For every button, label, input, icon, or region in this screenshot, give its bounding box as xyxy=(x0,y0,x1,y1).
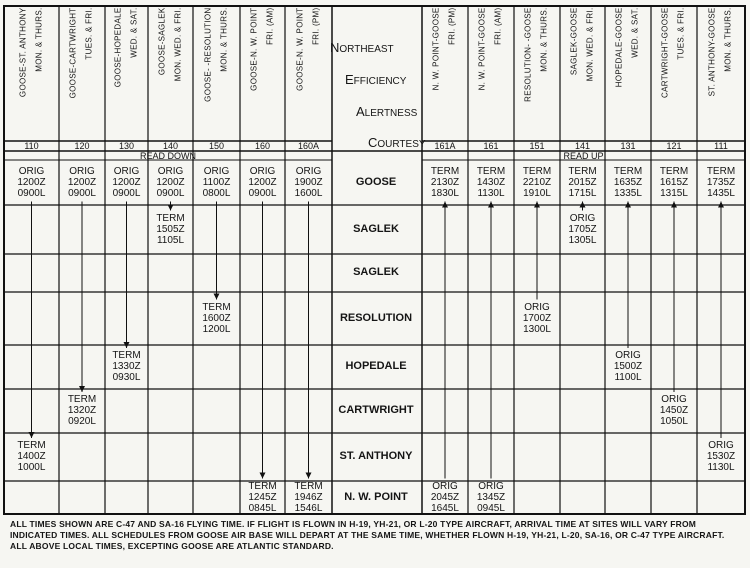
panel-line-alertness: ALERTNESS xyxy=(356,104,418,119)
down_flights-days-1: TUES. & FRI. xyxy=(84,7,94,60)
up_flights-number-1: 161 xyxy=(483,141,499,151)
down_cells-entry-13: TERM 1946Z 1546L xyxy=(294,480,323,514)
footer-note: ALL TIMES SHOWN ARE C-47 AND SA-16 FLYING TIME. IF FLIGHT IS FLOWN IN H-19, YH-21, OR L-20 TYPE AIRCRAFT, ARRIVAL TIME AT SITES WILL VARY FROM INDICATED TIMES. ALL SCHEDULES FROM GOOSE AIR BASE WILL DEPART AT THE SAME TIME, WHETHER FLOWN H-19, YH-21, L-20, SA-16, OR C-47 TYPE AIRCRAFT. ALL ABOVE LOCAL TIMES, EXCEPTING GOOSE ARE ATLANTIC STANDARD. xyxy=(10,519,725,551)
down_flights-number-2: 130 xyxy=(118,141,135,151)
down_flights-route-3: GOOSE-SAGLEK xyxy=(157,7,166,76)
up_cells-entry-12: TERM 1735Z 1435L xyxy=(706,165,736,199)
down_cells-entry-11: TERM 1245Z 0845L xyxy=(248,480,277,514)
down_flights-number-4: 150 xyxy=(208,141,225,151)
up_flights-number-5: 121 xyxy=(666,141,682,151)
up_flights-days-4: WED. & SAT. xyxy=(630,7,640,58)
up_cells-entry-3: ORIG 1345Z 0945L xyxy=(476,480,506,514)
up_flights-route-5: CARTWRIGHT-GOOSE xyxy=(660,7,670,98)
down_cells-entry-5: TERM 1330Z 0930L xyxy=(112,350,141,383)
down_cells-entry-2: ORIG 1200Z 0900L xyxy=(67,165,97,199)
up_cells-entry-0: TERM 2130Z 1830L xyxy=(430,165,460,199)
up_flights-route-1: N. W. POINT-GOOSE xyxy=(477,7,487,91)
down-arrow-0-head xyxy=(29,432,35,438)
down_cells-entry-3: TERM 1320Z 0920L xyxy=(67,394,97,427)
station-label-0: GOOSE xyxy=(355,175,397,188)
down_flights-route-0: GOOSE-ST. ANTHONY xyxy=(18,7,27,98)
up_cells-entry-4: TERM 2210Z 1910L xyxy=(522,165,552,199)
up_flights-route-3: SAGLEK-GOOSE xyxy=(569,7,578,76)
up_flights-days-3: MON. WED. & FRI. xyxy=(585,7,594,82)
up_flights-days-1: FRI. (AM) xyxy=(493,7,503,45)
down_flights-days-3: MON. WED. & FRI. xyxy=(173,7,182,82)
down_cells-entry-4: ORIG 1200Z 0900L xyxy=(112,165,141,199)
up_cells-entry-9: ORIG 1500Z 1100L xyxy=(613,350,643,383)
up_flights-route-0: N. W. POINT-GOOSE xyxy=(431,7,441,91)
down_flights-days-6: FRI. (PM) xyxy=(311,7,320,45)
down_flights-number-3: 140 xyxy=(162,141,179,151)
down_flights-days-5: FRI. (AM) xyxy=(265,7,274,45)
station-label-6: ST. ANTHONY xyxy=(339,450,413,462)
up_cells-entry-6: TERM 2015Z 1715L xyxy=(568,165,597,199)
up_flights-route-2: RESOLUTION- -GOOSE xyxy=(523,7,533,102)
up_flights-days-5: TUES. & FRI. xyxy=(676,7,686,60)
down_flights-route-1: GOOSE-CARTWRIGHT xyxy=(68,7,78,99)
down_cells-entry-12: ORIG 1900Z 1600L xyxy=(294,165,323,199)
station-label-5: CARTWRIGHT xyxy=(338,404,414,416)
down_flights-number-5: 160 xyxy=(254,141,271,151)
down_flights-number-0: 110 xyxy=(24,141,39,151)
up_cells-entry-11: ORIG 1450Z 1050L xyxy=(659,394,689,427)
down_cells-entry-1: TERM 1400Z 1000L xyxy=(17,440,46,473)
down_cells-entry-10: ORIG 1200Z 0900L xyxy=(248,165,277,199)
panel-line-courtesy: COURTESY xyxy=(368,135,426,150)
up_flights-days-0: FRI. (PM) xyxy=(447,7,457,45)
up_flights-number-4: 131 xyxy=(620,141,636,151)
down-arrow-4-head xyxy=(214,294,220,300)
down_flights-route-6: GOOSE-N. W. POINT xyxy=(295,7,304,91)
station-label-4: HOPEDALE xyxy=(345,360,407,372)
down_cells-entry-0: ORIG 1200Z 0900L xyxy=(17,165,46,199)
down_flights-days-2: WED. & SAT. xyxy=(129,7,138,58)
down_cells-entry-6: ORIG 1200Z 0900L xyxy=(156,165,185,199)
down_flights-days-0: MON. & THURS. xyxy=(34,7,43,72)
read-up-banner: READ UP xyxy=(563,151,604,161)
up_cells-entry-7: ORIG 1705Z 1305L xyxy=(568,212,597,246)
up_cells-entry-10: TERM 1615Z 1315L xyxy=(659,165,689,199)
station-label-7: N. W. POINT xyxy=(344,490,408,503)
down_cells-entry-7: TERM 1505Z 1105L xyxy=(156,212,185,246)
down-arrow-6-head xyxy=(306,473,312,479)
down_cells-entry-9: TERM 1600Z 1200L xyxy=(202,301,231,335)
up_cells-entry-13: ORIG 1530Z 1130L xyxy=(706,440,736,473)
up_flights-days-6: MON. & THURS. xyxy=(723,7,733,72)
up_cells-entry-1: ORIG 2045Z 1645L xyxy=(430,480,460,514)
down-arrow-3-head xyxy=(168,205,174,211)
panel-line-northeast: NORTHEAST xyxy=(330,40,394,55)
down_flights-days-4: MON. & THURS. xyxy=(219,7,228,72)
down-arrow-5-head xyxy=(260,473,266,479)
down_flights-route-5: GOOSE-N. W. POINT xyxy=(249,7,258,91)
up_cells-entry-5: ORIG 1700Z 1300L xyxy=(522,301,552,335)
up_flights-route-6: ST. ANTHONY-GOOSE xyxy=(707,7,717,97)
panel-line-efficiency: EFFICIENCY xyxy=(345,72,407,87)
down_flights-number-1: 120 xyxy=(74,141,90,151)
up_flights-number-3: 141 xyxy=(574,141,591,151)
down_flights-number-6: 160A xyxy=(297,141,320,151)
down_flights-route-2: GOOSE-HOPEDALE xyxy=(113,7,122,88)
station-label-2: SAGLEK xyxy=(353,266,399,278)
up_flights-route-4: HOPEDALE-GOOSE xyxy=(614,7,624,88)
up_flights-number-0: 161A xyxy=(434,141,456,151)
down_cells-entry-8: ORIG 1100Z 0800L xyxy=(202,165,231,199)
station-label-1: SAGLEK xyxy=(353,222,399,235)
up_flights-days-2: MON. & THURS. xyxy=(539,7,549,72)
up_flights-number-6: 111 xyxy=(714,141,728,151)
down_flights-route-4: GOOSE- -RESOLUTION xyxy=(203,7,212,102)
up_cells-entry-8: TERM 1635Z 1335L xyxy=(613,165,643,199)
read-down-banner: READ DOWN xyxy=(140,151,196,161)
up_cells-entry-2: TERM 1430Z 1130L xyxy=(476,165,506,199)
station-label-3: RESOLUTION xyxy=(339,311,413,324)
up_flights-number-2: 151 xyxy=(529,141,545,151)
flight-arrows xyxy=(29,202,725,479)
